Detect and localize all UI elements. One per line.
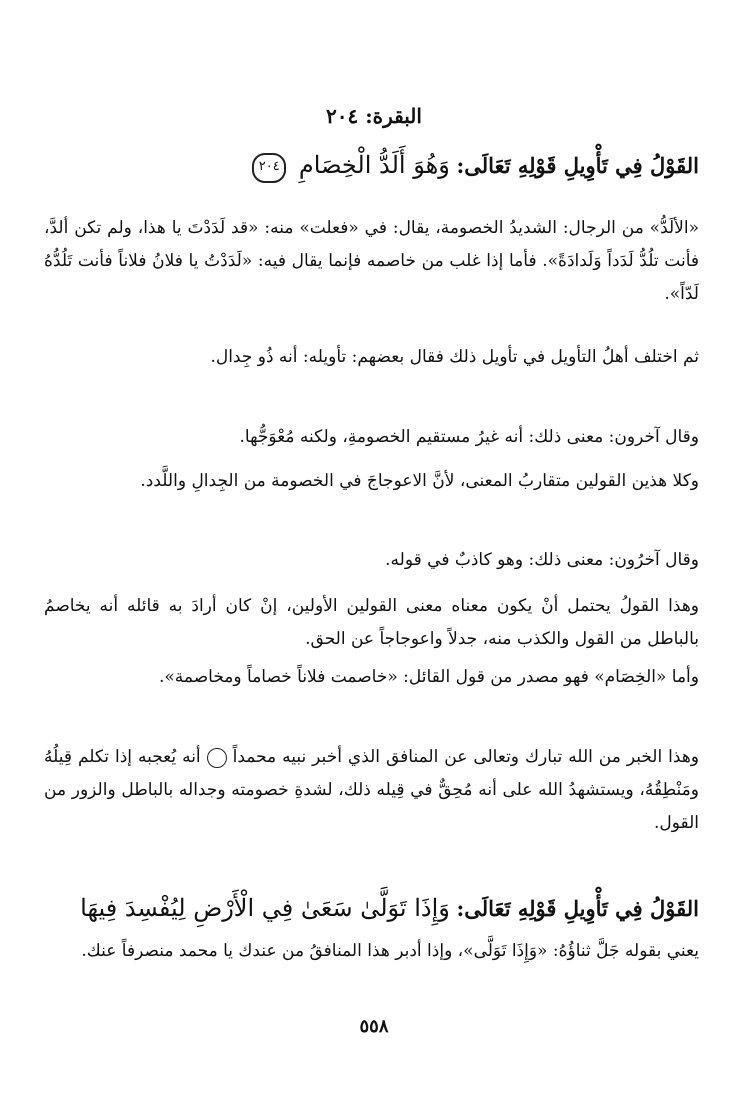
paragraph-text: أنه يُعجبه إذا تكلم قِيلُهُ ومَنْطِقُهُ، ويستشهدُ الله على أنه مُحِقٌّ في قِيله ذلك، لشدةِ خصومته وجداله بالباطل والزور من القول. <box>44 747 699 833</box>
section-heading-1 <box>44 147 699 184</box>
page-header: البقرة: ٢٠٤ <box>326 104 422 128</box>
paragraph: وأما «الخِصَام» فهو مصدر من قول القائل: «خاصمت فلاناً خصاماً ومخاصمة». <box>158 667 699 687</box>
section-heading-label: القَوْلُ فِي تَأْوِيلِ قَوْلِهِ تَعَالَى: <box>456 153 699 178</box>
quran-verse: وَهُوَ أَلَدُّ الْخِصَامِ <box>298 151 450 179</box>
paragraph <box>44 741 699 840</box>
pbuh-glyph-icon <box>207 748 227 768</box>
section-heading-2 <box>44 890 699 927</box>
paragraph-text: وهذا الخبر من الله تبارك وتعالى عن المنافق الذي أخبر نبيه محمداً <box>232 747 699 767</box>
paragraph: «الألَدُّ» من الرجال: الشديدُ الخصومة، يقال: في «فعلت» منه: «قد لَدَدْتَ يا هذا، ولم تكن ألدَّ، فأنت تلُدُّ لَدَداً وَلَدادَةً». فأما إذا غلب من خاصمه فإنما يقال فيه: «لَدَدْتُ يا فلانُ فلاناً فأنت تَلُدُّهُ لَدّاً». <box>44 218 699 304</box>
paragraph: وكلا هذين القولين متقاربُ المعنى، لأنَّ الاعوجاجَ في الخصومة من الجِدالِ واللَّدد. <box>140 471 699 491</box>
paragraph: ثم اختلف أهلُ التأويل في تأويل ذلك فقال بعضهم: تأويله: أنه ذُو جِدال. <box>210 347 699 367</box>
page-number: ٥٥٨ <box>359 1016 389 1037</box>
verse-number-marker: ٢٠٤ <box>252 153 286 183</box>
paragraph: وقال آخرون: معنى ذلك: أنه غيرُ مستقيم الخصومةِ، ولكنه مُعْوَجُّها. <box>239 427 699 447</box>
paragraph: يعني بقوله جَلَّ ثناؤُهُ: «وَإِذَا تَوَلَّى»، وإذا أدبر هذا المنافقُ من عندك يا محمد منصرفاً عنك. <box>81 941 699 961</box>
paragraph: وهذا القولُ يحتمل أنْ يكون معناه معنى القولين الأولين، إنْ كان أرادَ به قائله أنه يخاصمُ بالباطل من القول والكذب منه، جدلاً واعوجاجاً عن الحق. <box>44 596 699 649</box>
section-heading-label: القَوْلُ فِي تَأْوِيلِ قَوْلِهِ تَعَالَى: <box>456 896 699 921</box>
paragraph: وقال آخرُون: معنى ذلك: وهو كاذبٌ في قوله. <box>385 550 699 570</box>
quran-verse: وَإِذَا تَوَلَّىٰ سَعَىٰ فِي الْأَرْضِ لِيُفْسِدَ فِيهَا <box>80 894 450 922</box>
